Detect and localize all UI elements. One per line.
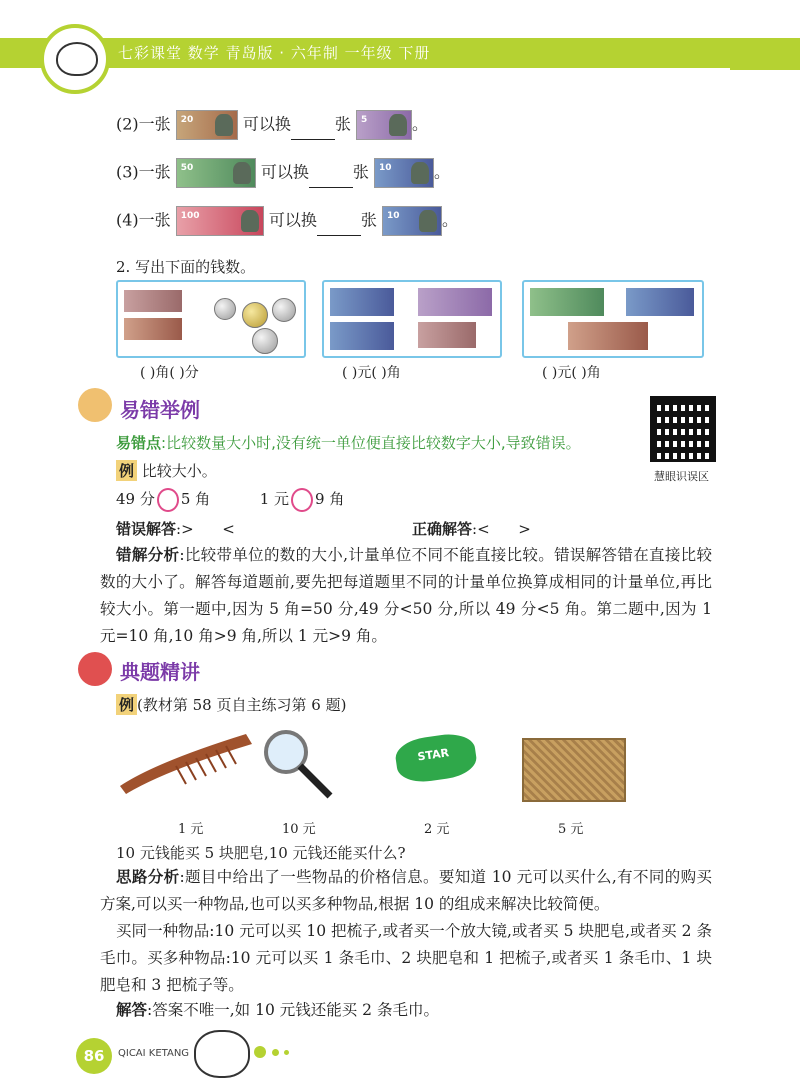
- wrong-answer-row: 错误解答:> <: [116, 520, 235, 538]
- header-stripe: [730, 66, 800, 70]
- qr-code-icon[interactable]: [650, 396, 716, 462]
- money-frame-1: [116, 280, 306, 358]
- error-point: 易错点:比较数量大小时,没有统一单位便直接比较数字大小,导致错误。: [116, 434, 581, 452]
- decor-dot: [272, 1049, 279, 1056]
- error-example: 例 比较大小。: [116, 460, 217, 481]
- compare-circle[interactable]: [291, 488, 313, 512]
- answer-blank[interactable]: [309, 171, 353, 188]
- task2-title: 2. 写出下面的钱数。: [116, 258, 256, 276]
- jiao-note-icon: [124, 318, 182, 340]
- header-title: 七彩课堂 数学 青岛版 · 六年制 一年级 下册: [118, 44, 431, 62]
- coin-icon: [214, 298, 236, 320]
- page-number: 86: [76, 1038, 112, 1074]
- coin-icon: [242, 302, 268, 328]
- money-frame-3: [522, 280, 704, 358]
- answer-line-2: ( )元( )角: [342, 365, 401, 381]
- exercise-q4: (4)一张 100 可以换 张 10 。: [116, 206, 458, 236]
- typical-question: 10 元钱能买 5 块肥皂,10 元钱还能买什么?: [116, 844, 406, 862]
- banknote-5-icon: [418, 288, 492, 316]
- price-magnifier: 10 元: [282, 822, 316, 837]
- price-soap: 2 元: [424, 822, 450, 837]
- banknote-100-icon: 100: [176, 206, 264, 236]
- coin-icon: [272, 298, 296, 322]
- mascot-icon: [78, 388, 112, 422]
- banknote-20-icon: 20: [176, 110, 238, 140]
- price-towel: 5 元: [558, 822, 584, 837]
- jiao-note-icon: [568, 322, 648, 350]
- thinking-analysis: 思路分析:题目中给出了一些物品的价格信息。要知道 10 元可以买什么,有不同的购买方案,可以买一种物品,也可以买多种物品,根据 10 的组成来解决比较简便。: [100, 868, 712, 913]
- mascot-footer-icon: [194, 1030, 250, 1078]
- error-analysis: 错解分析:比较带单位的数的大小,计量单位不同不能直接比较。错误解答错在直接比较数的大小了。解答每道题前,要先把每道题里不同的计量单位换算成相同的计量单位,再比较大小。第一题中,因为 5 角=50 分,49 分<50 分,所以 49 分<5 角。第二题中,因为 1 元=10 角,10 角>9 角,所以 1 元>9 角。: [100, 546, 712, 645]
- price-comb: 1 元: [178, 822, 204, 837]
- banknote-10-icon: [330, 288, 394, 316]
- banknote-10-icon: 10: [374, 158, 434, 188]
- decor-dot: [284, 1050, 289, 1055]
- answer-line-1: ( )角( )分: [140, 365, 199, 381]
- jiao-note-icon: [124, 290, 182, 312]
- answer-line-3: ( )元( )角: [542, 365, 601, 381]
- soap-icon: STAR: [393, 731, 478, 786]
- banknote-5-icon: 5: [356, 110, 412, 140]
- footer-brand: QICAI KETANG: [118, 1048, 190, 1059]
- decor-dot: [254, 1046, 266, 1058]
- error-section-title: 易错举例: [120, 398, 200, 422]
- exercise-q2: (2)一张 20 可以换 张 5 。: [116, 110, 428, 140]
- typical-example: 例 (教材第 58 页自主练习第 6 题): [116, 694, 346, 715]
- towel-icon: [522, 738, 626, 802]
- magnifier-icon: [258, 726, 338, 802]
- mascot-logo-icon: [40, 24, 110, 94]
- banknote-50-icon: [530, 288, 604, 316]
- banknote-50-icon: 50: [176, 158, 256, 188]
- compare-row: 49 分 5 角 1 元 9 角: [116, 488, 344, 512]
- banknote-10-icon: 10: [382, 206, 442, 236]
- answer-row: 解答:答案不唯一,如 10 元钱还能买 2 条毛巾。: [116, 1001, 439, 1019]
- answer-blank[interactable]: [291, 123, 335, 140]
- compare-circle[interactable]: [157, 488, 179, 512]
- right-answer-row: 正确解答:< >: [412, 520, 531, 538]
- money-frame-2: [322, 280, 502, 358]
- banknote-10-icon: [330, 322, 394, 350]
- comb-icon: [116, 726, 256, 796]
- typical-section-title: 典题精讲: [120, 660, 200, 684]
- qr-caption: 慧眼识误区: [654, 470, 709, 483]
- coin-icon: [252, 328, 278, 354]
- exercise-q3: (3)一张 50 可以换 张 10 。: [116, 158, 450, 188]
- answer-blank[interactable]: [317, 219, 361, 236]
- mascot-icon: [78, 652, 112, 686]
- banknote-10-icon: [626, 288, 694, 316]
- jiao-note-icon: [418, 322, 476, 348]
- solution-paragraph: 买同一种物品:10 元可以买 10 把梳子,或者买一个放大镜,或者买 5 块肥皂,或者买 2 条毛巾。买多种物品:10 元可以买 1 条毛巾、2 块肥皂和 1 把梳子,或者买 1 条毛巾、1 块肥皂和 3 把梳子等。: [100, 922, 712, 994]
